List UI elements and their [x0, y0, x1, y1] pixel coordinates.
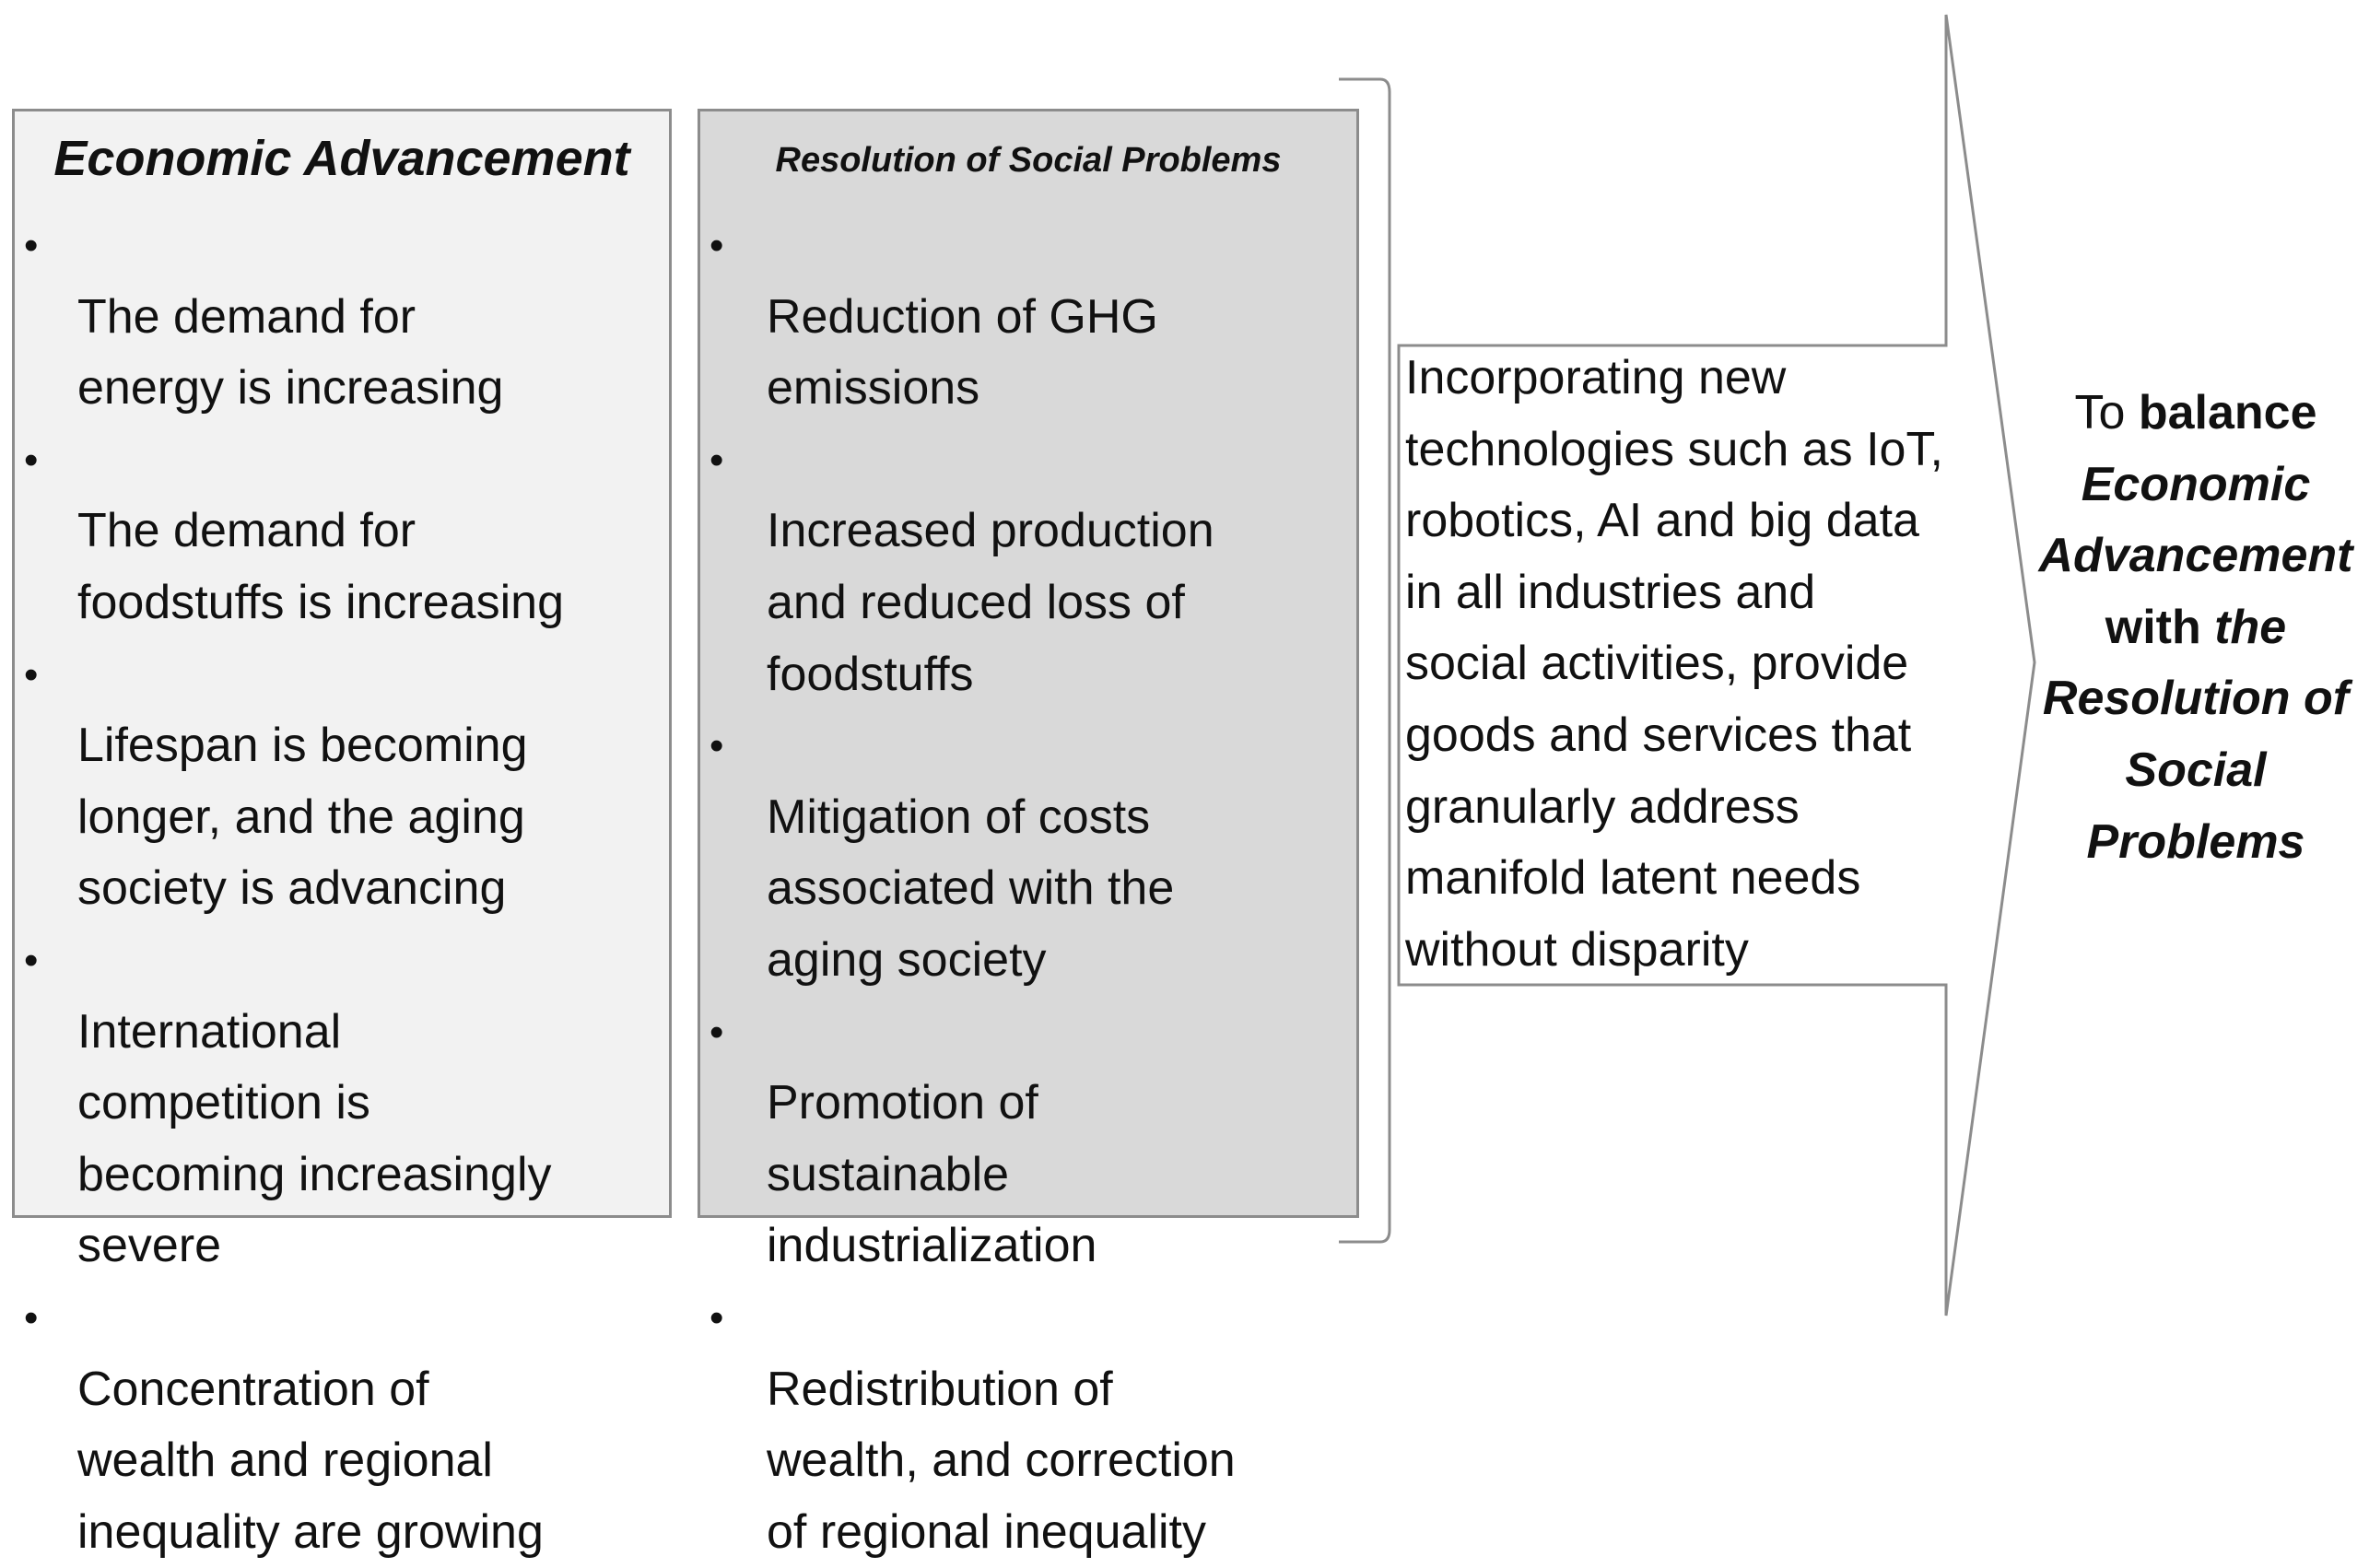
list-item [15, 210, 669, 425]
goal-line-1 [2016, 378, 2369, 450]
bullet-icon: • [24, 223, 39, 268]
bullet-text: Redistribution of wealth, and correction of regional inequality [767, 1362, 1236, 1559]
goal-social: Social [2125, 743, 2267, 797]
list-item [15, 925, 669, 1282]
goal-economic: Economic [2081, 457, 2311, 511]
goal-with: with [2105, 600, 2215, 654]
goal-advancement: Advancement [2038, 529, 2353, 583]
bullet-icon: • [710, 1294, 724, 1340]
economic-advancement-title: Economic Advancement [53, 131, 630, 186]
social-bullet-list [700, 210, 1356, 1568]
list-item [15, 425, 669, 639]
bullet-icon: • [710, 437, 724, 483]
list-item [700, 210, 1356, 425]
goal-line-4 [2016, 592, 2369, 664]
social-problems-title: Resolution of Social Problems [775, 141, 1282, 180]
list-item [15, 639, 669, 925]
economic-bullet-list [15, 210, 669, 1568]
bullet-text: International competition is becoming increasingly severe [77, 1004, 552, 1273]
goal-statement [2016, 378, 2369, 878]
list-item [15, 1282, 669, 1568]
goal-problems: Problems [2086, 814, 2305, 869]
bullet-icon: • [24, 437, 39, 483]
list-item [700, 997, 1356, 1282]
bullet-icon: • [24, 937, 39, 983]
goal-to: To [2074, 386, 2139, 439]
bullet-text: Concentration of wealth and regional inequality are growing [77, 1362, 544, 1559]
goal-the: the [2214, 600, 2287, 654]
list-item [700, 1282, 1356, 1568]
bullet-icon: • [24, 651, 39, 697]
bullet-icon: • [710, 223, 724, 268]
arrow-description: Incorporating new technologies such as IoT, robotics, AI and big data in all industries and social activities, provide goods and services that granularly address manifold latent needs without disparity [1405, 351, 1943, 977]
social-problems-panel [698, 109, 1359, 1559]
bullet-text: Mitigation of costs associated with the aging society [767, 790, 1175, 987]
goal-balance: balance [2138, 386, 2317, 439]
bullet-text: The demand for foodstuffs is increasing [77, 504, 564, 629]
bullet-text: The demand for energy is increasing [77, 289, 504, 415]
goal-resolution: Resolution of [2042, 672, 2350, 726]
economic-advancement-panel [12, 109, 672, 1559]
bullet-text: Reduction of GHG emissions [767, 289, 1158, 415]
bullet-icon: • [710, 1009, 724, 1055]
bullet-icon: • [710, 723, 724, 769]
list-item [700, 710, 1356, 996]
list-item [700, 425, 1356, 710]
bullet-text: Increased production and reduced loss of foodstuffs [767, 504, 1214, 701]
bullet-text: Promotion of sustainable industrialization [767, 1076, 1097, 1273]
bullet-text: Lifespan is becoming longer, and the aging society is advancing [77, 719, 528, 916]
bullet-icon: • [24, 1294, 39, 1340]
